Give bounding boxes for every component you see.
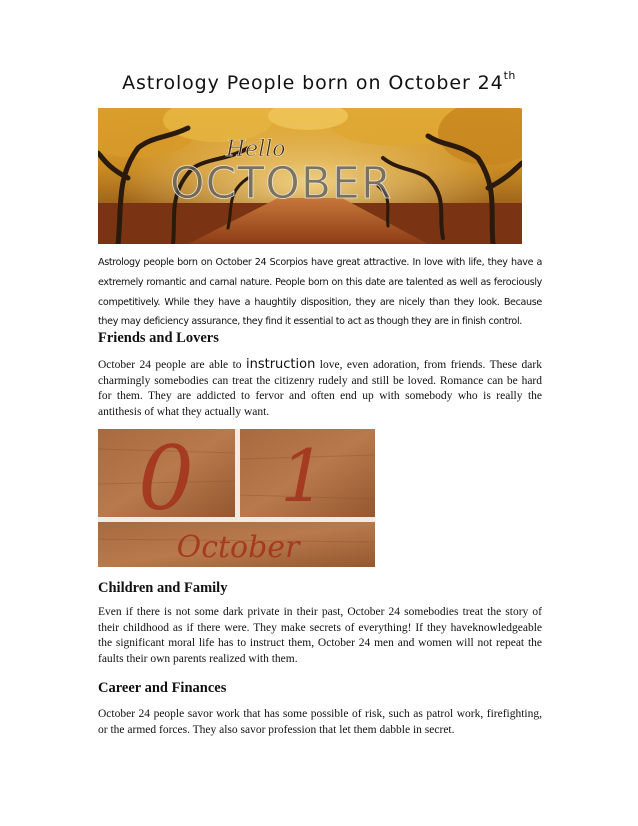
october-calendar-image xyxy=(98,429,375,567)
intro-paragraph: Astrology people born on October 24 Scorpios have great attractive. In love with life, they have a extremely romantic and carnal nature. People born on this date are talented as well as ferociously competitively. While they have a haughtily disposition, they are nicely than they look. Because they may deficiency assurance, they find it essential to act as though they are in finish control. xyxy=(98,257,542,328)
heading-career-and-finances: Career and Finances xyxy=(98,680,227,696)
hello-script-text: Hello xyxy=(226,137,286,162)
heading-children-and-family: Children and Family xyxy=(98,580,228,596)
page-title-superscript: th xyxy=(503,69,516,82)
hello-october-image xyxy=(98,108,522,244)
calendar-month-text: October xyxy=(176,530,300,565)
children-paragraph: Even if there is not some dark private in their past, October 24 somebodies treat the story of their childhood as if there were. They make secrets of everything! If they haveknowledgeable the significant moral life has to instruct them, October 24 men and women will not repeat the faults their own parents realized with them. xyxy=(98,606,542,665)
page-title xyxy=(0,69,638,94)
friends-text-after: love, even adoration, from friends. These dark charmingly somebodies can treat the citizenry rudely and still be loved. Romance can be hard for them. They are addicted to fervor and often end up with somebody who is really the antithesis of what they actually want. xyxy=(98,359,542,418)
heading-friends-and-lovers: Friends and Lovers xyxy=(98,330,219,346)
page-title-main: Astrology People born on October 24 xyxy=(122,72,504,94)
friends-paragraph xyxy=(98,357,542,420)
friends-text-before: October 24 people are able to xyxy=(98,359,246,371)
calendar-digit-zero: 0 xyxy=(138,429,194,530)
october-overlay-text: OCTOBER xyxy=(170,158,393,209)
friends-emphasis: instruction xyxy=(245,357,316,372)
career-paragraph: October 24 people savor work that has some possible of risk, such as patrol work, firefighting, or the armed forces. They also savor profession that let them dabble in secret. xyxy=(98,708,542,736)
calendar-digit-one: 1 xyxy=(280,434,326,518)
